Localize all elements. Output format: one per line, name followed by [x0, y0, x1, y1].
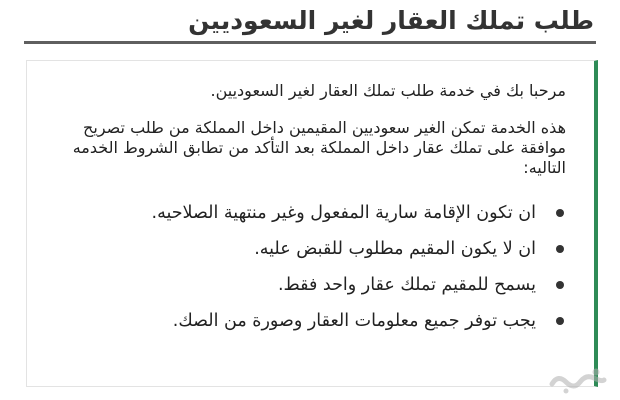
bullet-icon [556, 317, 564, 325]
page-header [24, 0, 596, 44]
service-description: هذه الخدمة تمكن الغير سعوديين المقيمين داخل المملكة من طلب تصريح موافقة على تملك عقار داخل المملكة بعد التأكد من تطابق الشروط الخدمه التاليه: [72, 118, 566, 177]
condition-item-3 [47, 272, 564, 298]
condition-item-2 [47, 236, 564, 262]
page-title: طلب تملك العقار لغير السعوديين [188, 6, 594, 35]
conditions-list [47, 200, 564, 344]
watermark-logo-icon [546, 364, 610, 396]
bullet-icon [556, 245, 564, 253]
bullet-icon [556, 209, 564, 217]
condition-text: ان لا يكون المقيم مطلوب للقبض عليه. [254, 239, 536, 259]
condition-text: يجب توفر جميع معلومات العقار وصورة من الصك. [172, 311, 536, 331]
condition-text: ان تكون الإقامة سارية المفعول وغير منتهية الصلاحيه. [151, 203, 536, 223]
bullet-icon [556, 281, 564, 289]
condition-text: يسمح للمقيم تملك عقار واحد فقط. [277, 275, 536, 295]
condition-item-1 [47, 200, 564, 226]
condition-item-4 [47, 308, 564, 334]
welcome-text: مرحبا بك في خدمة طلب تملك العقار لغير السعوديين. [210, 81, 566, 100]
service-info-box [26, 60, 598, 387]
